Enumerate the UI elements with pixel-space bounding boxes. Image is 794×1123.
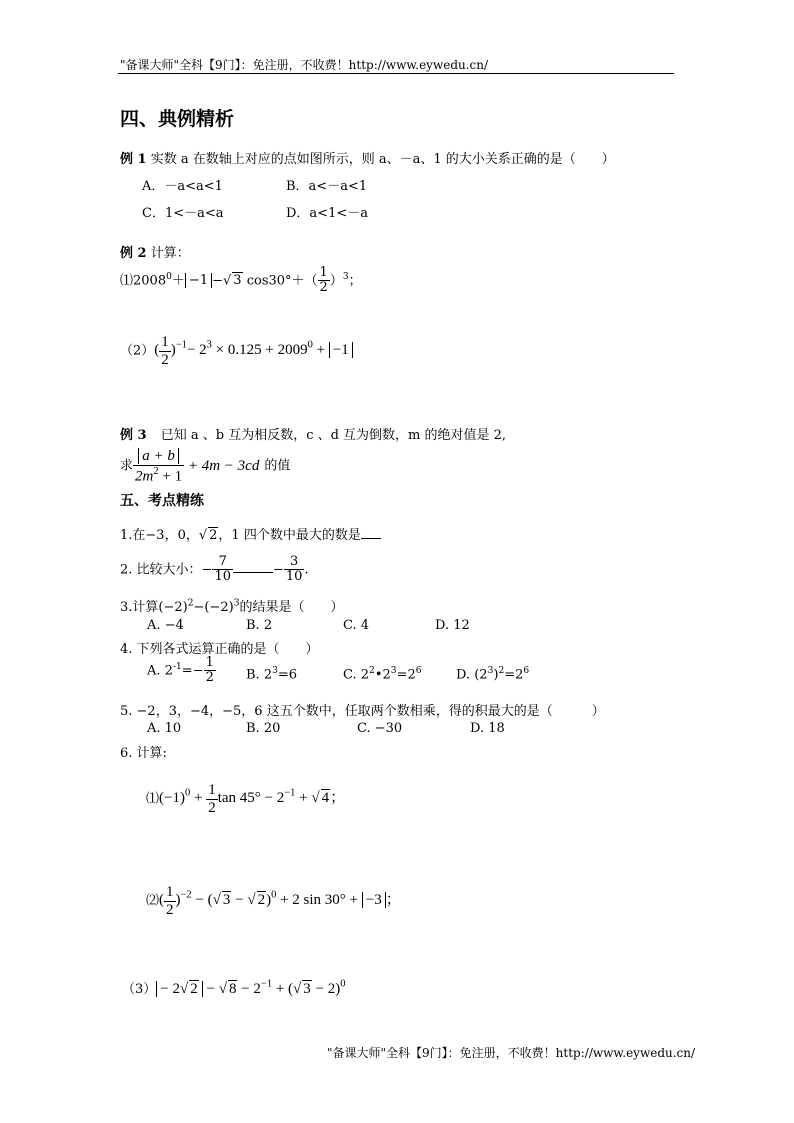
ex1-option-a: A．－a<a<1 [142, 179, 223, 194]
q3-option-d: D. 12 [435, 618, 470, 633]
fraction: $\frac{7}{10}$ [214, 554, 231, 585]
q4-stem: 4. 下列各式运算正确的是（ ） [120, 642, 319, 657]
fraction: $\frac{1}{2}$ [166, 884, 174, 918]
q6-stem: 6. 计算: [120, 746, 167, 761]
ex3-stem: 已知 a 、b 互为相反数，c 、d 互为倒数，m 的绝对值是 2, [160, 428, 507, 443]
page-footer: "备课大师"全科【9门】：免注册，不收费！http://www.eywedu.cn/ [327, 1046, 696, 1060]
q3-option-a: A. −4 [147, 618, 184, 633]
ex1-option-c: C．1<－a<a [142, 206, 224, 221]
sqrt-radicand: 2 [209, 528, 218, 543]
abs-value: − 2√ 2 [156, 981, 202, 997]
ex2-part1: $⑴2008^0+ -1$ −√ 3 cos30°＋（ $\frac{1}{2}$ ）$^3$； [120, 265, 362, 296]
q4-option-b: B. $2^3=6$ [246, 666, 298, 683]
section4-title: 四、典例精析 [120, 108, 235, 130]
ex1-option-d: D．a<1<－a [286, 206, 368, 221]
q3-option-b: B. 2 [246, 618, 273, 633]
q5-option-c: C. −30 [357, 721, 403, 736]
fraction: $\frac{a + b}{2m^2 + 1}$ [135, 448, 183, 484]
q5-option-a: A. 10 [147, 721, 182, 736]
answer-blank[interactable] [233, 572, 273, 573]
ex3-stem-line [120, 424, 506, 443]
fraction: $\frac{1}{2}$ [205, 655, 214, 686]
q5-stem: 5. −2，3，−4，−5，6 这五个数中，任取两个数相乘，得的积最大的是（ ） [120, 704, 605, 719]
ex2-part2: （2）( $\frac{1}{2}$ )$^{-1}- 2^3 \times 0.125 + 2009^0 + -1$ [120, 334, 353, 368]
ex2-label: 例 2 [120, 246, 147, 261]
q5-option-b: B. 20 [246, 721, 281, 736]
q2: 2. 比较大小：− $\frac{7}{10}$ − $\frac{3}{10}$ . [120, 554, 309, 585]
ex1-stem: 实数 a 在数轴上对应的点如图所示，则 a、－a、1 的大小关系正确的是（ ） [150, 152, 615, 167]
ex2-stem-line [120, 242, 190, 261]
fraction: $\frac{1}{2}$ [161, 334, 169, 368]
header-rule [118, 73, 674, 74]
q5-option-d: D. 18 [470, 721, 505, 736]
abs-value: −1 [185, 273, 212, 288]
q1: 1.在−3，0，√ 2，1 四个数中最大的数是 [120, 524, 381, 543]
ex2-p1-label: ⑴ [120, 273, 134, 289]
q3: 3.计算$(-2)^2-(-2)^3$的结果是（ ） [120, 598, 344, 615]
ex1-label: 例 1 [120, 152, 147, 167]
q4-option-c: C. $2^2•2^3=2^6$ [343, 666, 422, 683]
ex3-label: 例 3 [120, 428, 147, 443]
ex2-p2-label: （2） [120, 343, 155, 359]
q3-option-c: C. 4 [343, 618, 370, 633]
fraction: $\frac{3}{10}$ [285, 554, 303, 585]
fraction: $\frac{1}{2}$ [208, 782, 216, 816]
ex1-option-b: B．a<－a<1 [286, 179, 368, 194]
fraction: $\frac{1}{2}$ [319, 265, 328, 296]
q4-option-d: D. $(2^3)^2=2^6$ [456, 666, 530, 683]
sqrt-radicand: 3 [233, 273, 242, 289]
abs-value: −3 [362, 892, 386, 908]
ex1-stem-line [120, 148, 615, 167]
section5-title: 五、考点精练 [120, 493, 204, 509]
q6-part3: （3） − 2√ 2 − √ $8 - 2^{-1}$ + (√ 3 − 2)$^0$ [122, 978, 346, 997]
q4-option-a: A. $2^{-1}=-$ $\frac{1}{2}$ [147, 655, 214, 686]
abs-value: −1 [329, 342, 353, 358]
q6-part2: ⑵( $\frac{1}{2}$ )$^{-2}$ − (√ 3 − √ 2)$^0$ + 2 sin 30° + −3 ； [146, 884, 401, 918]
ex3-expression: 求 $\frac{a + b}{2m^2 + 1}$ + 4m − 3cd 的值 [120, 448, 291, 484]
ex2-stem: 计算： [150, 246, 190, 261]
answer-blank[interactable] [361, 538, 381, 539]
page-header: "备课大师"全科【9门】：免注册，不收费！http://www.eywedu.cn/ [120, 58, 489, 72]
q6-part1: $⑴(-1)^0$ + $\frac{1}{2}$ $\tan 45^\circ - 2^{-1}$ + √ 4； [146, 782, 346, 816]
sqrt-radicand: 4 [321, 790, 330, 807]
